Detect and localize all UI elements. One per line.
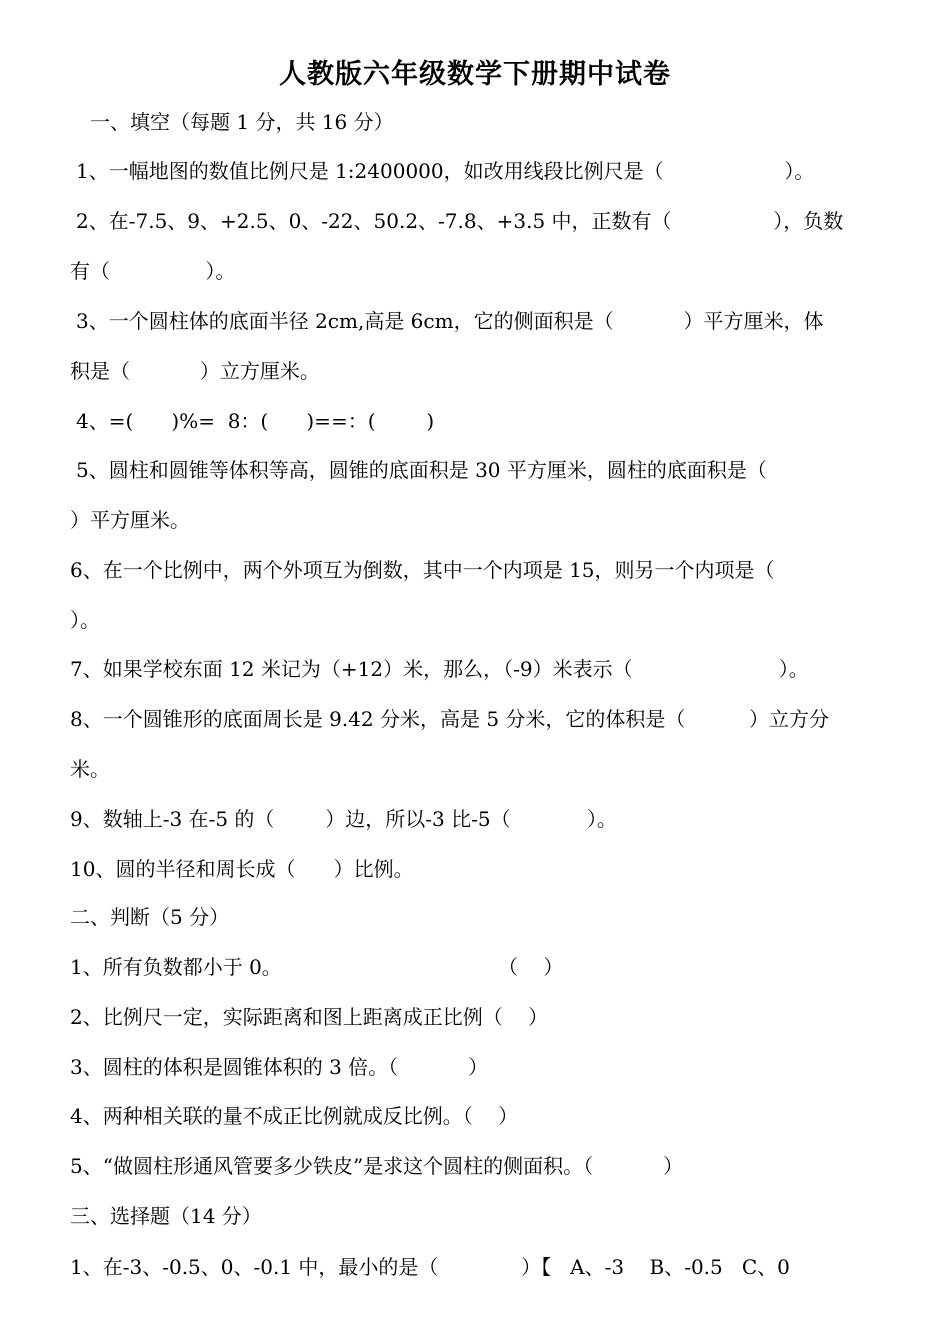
fill-question-3-line-2: 积是（ ）立方厘米。 [70,359,320,383]
fill-question-10: 10、圆的半径和周长成（ ）比例。 [70,857,414,881]
fill-question-6-line-1: 6、在一个比例中，两个外项互为倒数，其中一个内项是 15，则另一个内项是（ [70,558,775,582]
section-3-heading: 三、选择题（14 分） [70,1204,262,1228]
fill-question-4: 4、=( )%= 8：( )==：( ) [76,409,435,433]
fill-question-1: 1、一幅地图的数值比例尺是 1:2400000，如改用线段比例尺是（ ）。 [76,159,815,183]
fill-question-3-line-1: 3、一个圆柱体的底面半径 2cm,高是 6cm，它的侧面积是（ ）平方厘米，体 [76,309,824,333]
judge-question-2: 2、比例尺一定，实际距离和图上距离成正比例（ ） [70,1005,549,1029]
page-title: 人教版六年级数学下册期中试卷 [279,59,671,90]
judge-question-3: 3、圆柱的体积是圆锥体积的 3 倍。（ ） [70,1055,489,1079]
fill-question-7: 7、如果学校东面 12 米记为（+12）米，那么，（-9）米表示（ ）。 [70,657,809,681]
section-2-heading: 二、判断（5 分） [70,905,230,929]
fill-question-8-line-1: 8、一个圆锥形的底面周长是 9.42 分米，高是 5 分米，它的体积是（ ）立方分 [70,707,829,731]
section-1-heading: 一、填空（每题 1 分，共 16 分） [90,110,394,134]
fill-question-9: 9、数轴上-3 在-5 的（ ）边，所以-3 比-5（ ）。 [70,807,617,831]
fill-question-2-line-2: 有（ ）。 [70,259,236,283]
judge-question-4: 4、两种相关联的量不成正比例就成反比例。（ ） [70,1104,519,1128]
fill-question-6-line-2: ）。 [70,608,100,632]
fill-question-2-line-1: 2、在-7.5、9、+2.5、0、-22、50.2、-7.8、+3.5 中，正数有（ ），负数 [76,209,844,233]
judge-question-1: 1、所有负数都小于 0。 （ ） [70,955,564,979]
choice-question-1: 1、在-3、-0.5、0、-0.1 中，最小的是（ ）【 A、-3 B、-0.5 C、0 [70,1255,790,1279]
fill-question-5-line-1: 5、圆柱和圆锥等体积等高，圆锥的底面积是 30 平方厘米，圆柱的底面积是（ [76,458,767,482]
fill-question-5-line-2: ）平方厘米。 [70,508,190,532]
judge-question-5: 5、“做圆柱形通风管要多少铁皮”是求这个圆柱的侧面积。（ ） [70,1154,684,1178]
fill-question-8-line-2: 米。 [70,757,110,781]
